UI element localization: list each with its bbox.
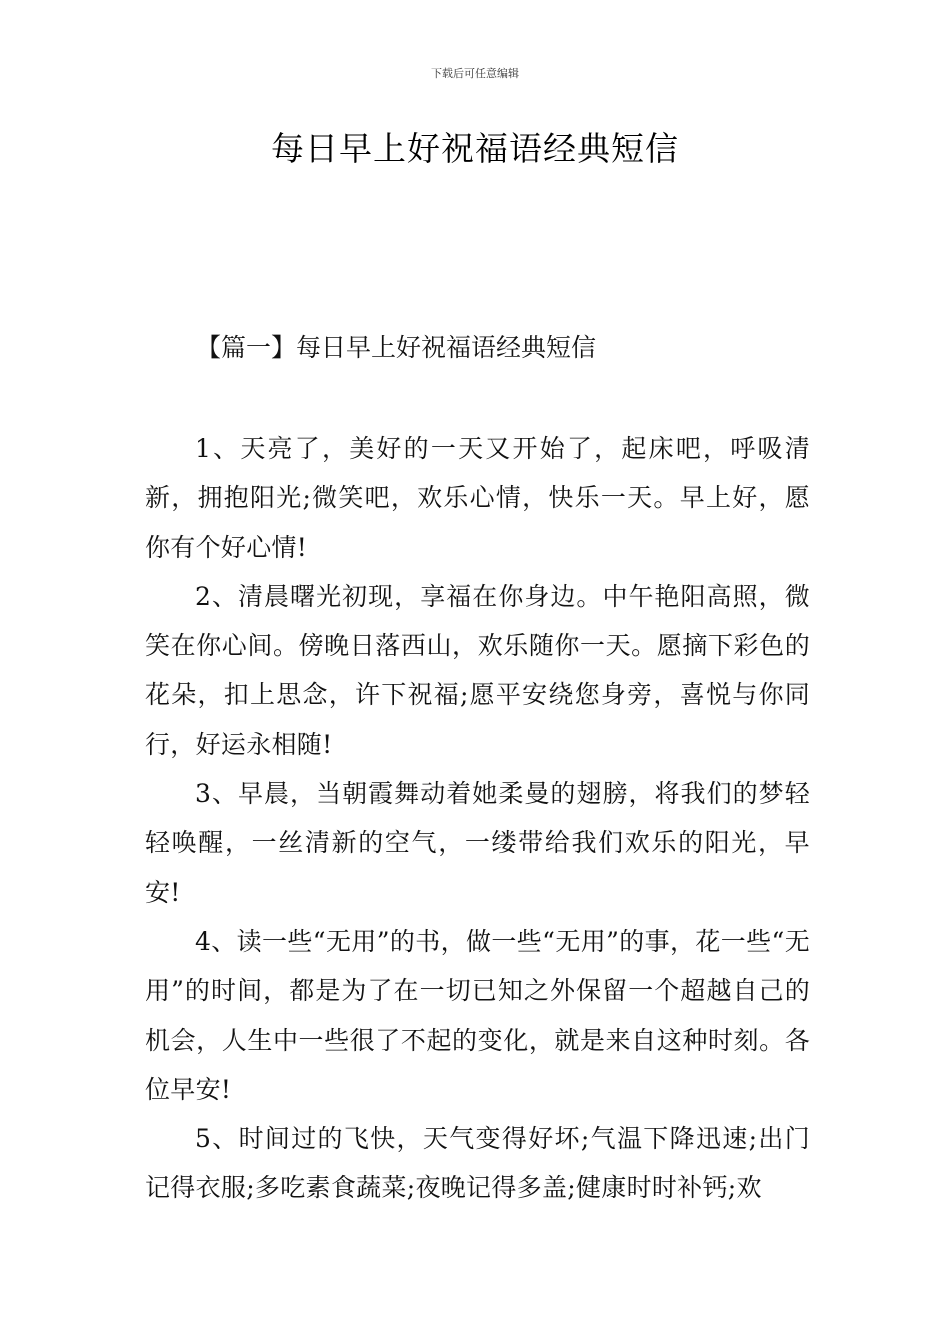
paragraph-4: 4、读一些“无用”的书，做一些“无用”的事，花一些“无用”的时间，都是为了在一切已知之外保留一个超越自己的机会，人生中一些很了不起的变化，就是来自这种时刻。各位早安! <box>145 926 810 1104</box>
paragraph-5: 5、时间过的飞快，天气变得好坏;气温下降迅速;出门记得衣服;多吃素食蔬菜;夜晚记得多盖;健康时时补钙;欢 <box>145 1124 810 1203</box>
document-title: 每日早上好祝福语经典短信 <box>271 129 679 168</box>
body-text <box>145 424 810 1213</box>
section-heading: 【篇一】每日早上好祝福语经典短信 <box>196 333 597 362</box>
paragraph-1: 1、天亮了，美好的一天又开始了，起床吧，呼吸清新，拥抱阳光;微笑吧，欢乐心情，快乐一天。早上好，愿你有个好心情! <box>145 434 810 562</box>
paragraph-2: 2、清晨曙光初现，享福在你身边。中午艳阳高照，微笑在你心间。傍晚日落西山，欢乐随你一天。愿摘下彩色的花朵，扣上思念，许下祝福;愿平安绕您身旁，喜悦与你同行，好运永相随! <box>145 581 810 759</box>
header-note: 下载后可任意编辑 <box>431 67 519 80</box>
paragraph-3: 3、早晨，当朝霞舞动着她柔曼的翅膀，将我们的梦轻轻唤醒，一丝清新的空气，一缕带给我们欢乐的阳光，早安! <box>145 779 810 907</box>
